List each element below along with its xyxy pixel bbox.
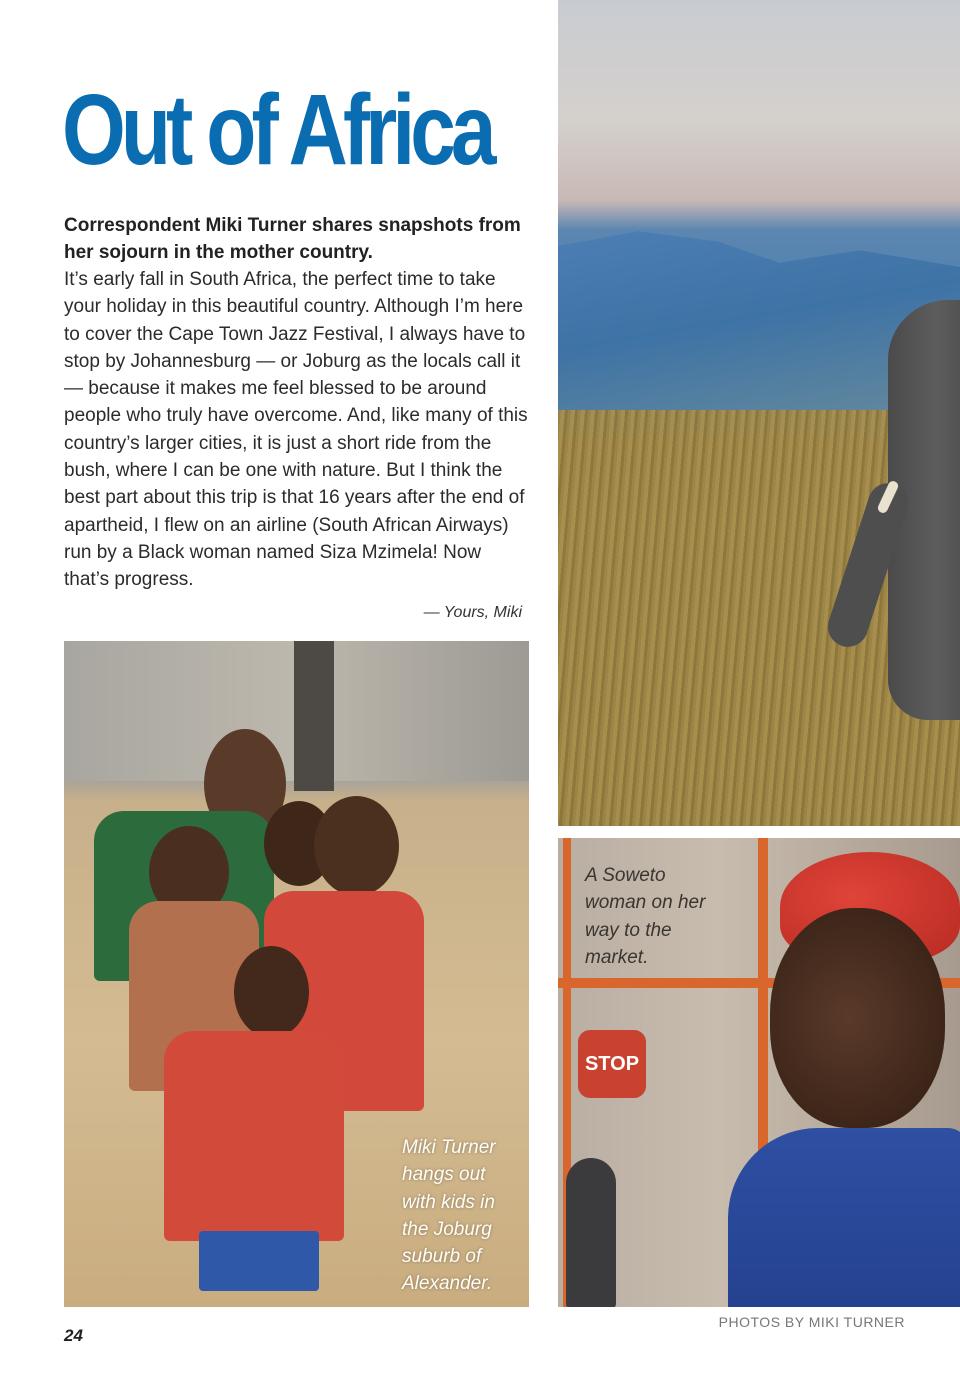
woman-photo-caption: A Soweto woman on her way to the market. — [585, 865, 706, 968]
blue-dress — [728, 1128, 960, 1307]
stop-sign: STOP — [578, 1030, 646, 1098]
woman-face — [770, 908, 945, 1128]
kid-shirt-red — [164, 1031, 344, 1241]
article-subhead: Correspondent Miki Turner shares snapshots from her sojourn in the mother country. — [64, 215, 521, 263]
article-body: It’s early fall in South Africa, the perfect time to take your holiday in this beautiful country. Although I’m here to cover the Cape Town Jazz Festival, I always have to stop by Johannesburg — or Joburg as the locals call it — because it makes me feel blessed to be around people who truly have overcome. And, like many of this country’s larger cities, it is just a short ride from the bush, where I can be one with nature. But I think the best part about this trip is that 16 years after the end of apartheid, I flew on an airline (South African Airways) run by a Black woman named Siza Mzimela! Now that’s progress. — [64, 269, 528, 591]
house-door — [294, 641, 334, 791]
pedestrian — [566, 1158, 616, 1307]
article-signoff: — Yours, Miki — [423, 604, 522, 621]
page-number: 24 — [64, 1326, 83, 1345]
elephant-photo — [558, 0, 960, 826]
kids-photo-caption: Miki Turner hangs out with kids in the Joburg suburb of Alexander. — [402, 1137, 496, 1295]
kid-head — [314, 796, 399, 896]
photo-credit: PHOTOS BY MIKI TURNER — [718, 1314, 905, 1330]
article-title: Out of Africa — [62, 74, 492, 186]
kid-shorts-blue — [199, 1231, 319, 1291]
kid-head — [234, 946, 309, 1038]
